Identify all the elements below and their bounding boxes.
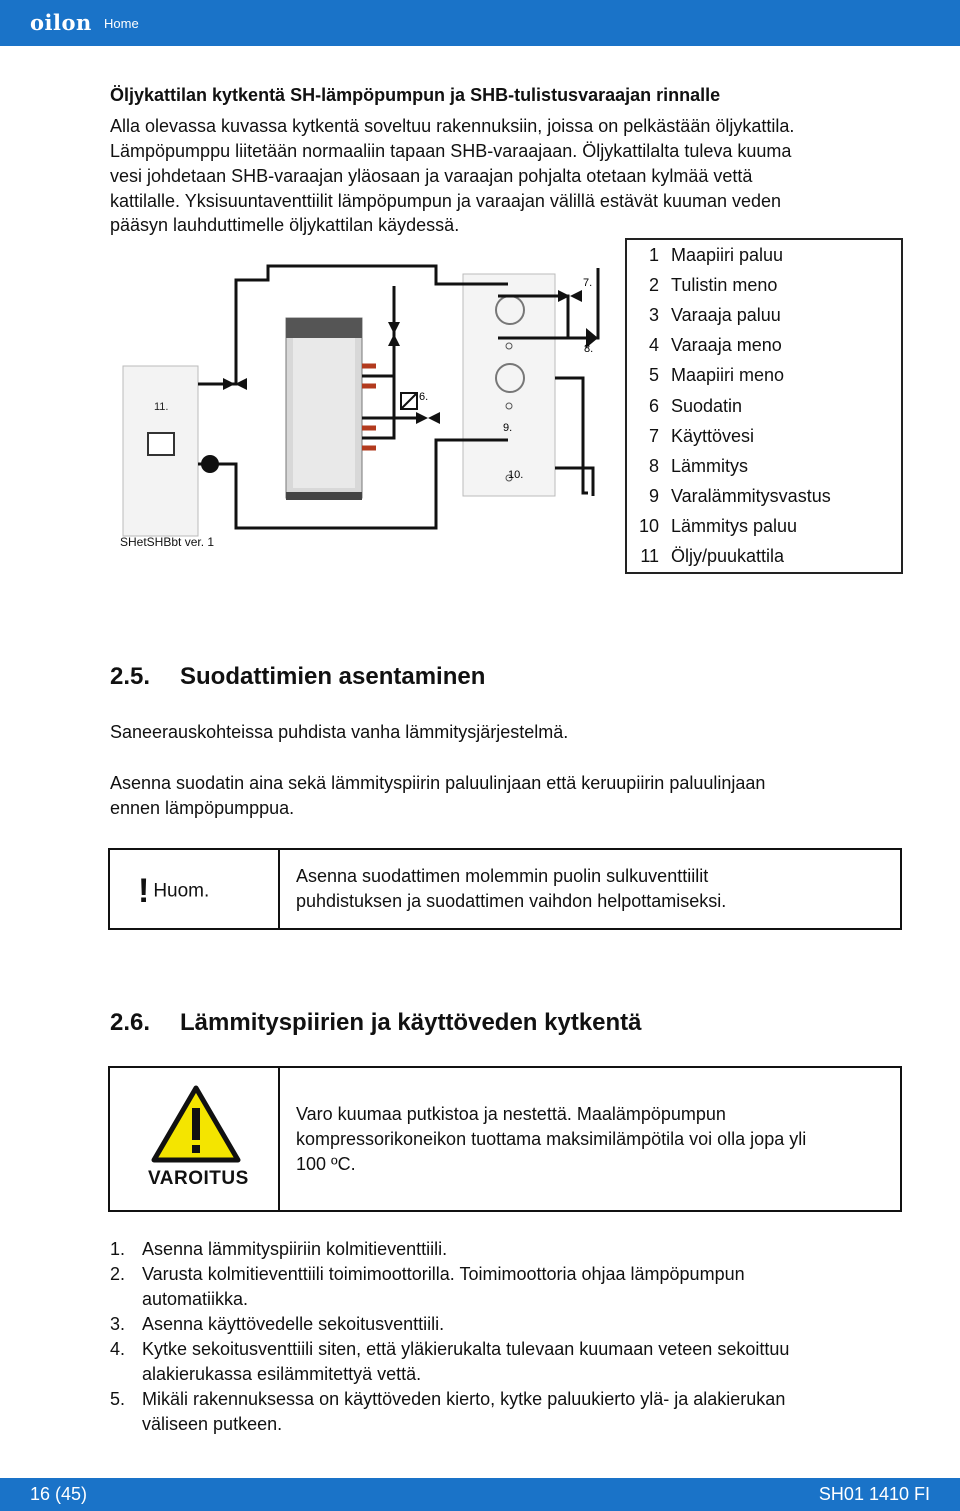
brand-logo[interactable]: oilon <box>30 10 92 35</box>
warning-label: VAROITUS <box>148 1168 249 1189</box>
paragraph: Asenna suodatin aina sekä lämmityspiirin paluulinjaan että keruupiirin paluulinjaan <box>110 773 766 793</box>
legend-row <box>627 240 901 270</box>
warning-triangle-icon <box>150 1084 242 1164</box>
legend-number: 8 <box>648 455 659 476</box>
page-number: 16 (45) <box>30 1484 88 1504</box>
note-label <box>138 872 209 911</box>
warning-divider <box>278 1068 280 1210</box>
legend-row <box>627 512 901 542</box>
note-divider <box>278 850 280 928</box>
legend-row <box>627 391 901 421</box>
legend-row <box>627 542 901 572</box>
legend-label: Käyttövesi <box>671 425 755 446</box>
legend-label: Lämmitys <box>671 455 749 476</box>
label-6: 6. <box>419 391 429 403</box>
circulation-pump <box>201 455 219 473</box>
warning-text <box>296 1102 886 1177</box>
footer-bar <box>0 1478 960 1511</box>
legend-label: Varaaja paluu <box>671 304 781 325</box>
diagram-drawing <box>118 238 623 578</box>
legend-row <box>627 300 901 330</box>
document-code: SH01 1410 FI <box>818 1484 930 1504</box>
warning-line: Varo kuumaa putkistoa ja nestettä. Maalämpöpumpun <box>296 1104 726 1124</box>
note-line: Asenna suodattimen molemmin puolin sulkuventtiilit <box>296 866 709 886</box>
legend-table <box>625 238 903 574</box>
pipe-heating <box>555 378 588 493</box>
section-number: 2.5. <box>110 663 151 690</box>
heat-pump-connections <box>362 366 376 448</box>
intro-line: Lämpöpumppu liitetään normaaliin tapaan SHB-varaajaan. Öljykattilalta tuleva kuuma <box>110 141 792 161</box>
heat-pump-panel <box>293 338 355 488</box>
intro-line: kattilalle. Yksisuuntaventtiilit lämpöpumpun ja varaajan välillä estävät kuuman veden <box>110 191 782 211</box>
section-title: Suodattimien asentaminen <box>180 663 486 690</box>
list-item: 4. Kytke sekoitusventtiili siten, että yläkierukalta tulevaan kuumaan veteen sekoittuu alakierukassa esilämmitettyä vettä. <box>110 1339 790 1384</box>
storage-tank <box>463 274 555 496</box>
legend-row <box>627 451 901 481</box>
legend-number: 3 <box>648 304 659 325</box>
boiler-panel <box>148 433 174 455</box>
intro-line: pääsyn lauhduttimelle öljykattilan käydessä. <box>110 215 460 235</box>
warning-box <box>108 1066 902 1212</box>
intro-line: vesi johdetaan SHB-varaajan yläosaan ja varaajan pohjalta otetaan kylmää vettä <box>110 166 753 186</box>
legend-label: Maapiiri meno <box>671 365 785 386</box>
legend-row <box>627 270 901 300</box>
note-label-text: Huom. <box>153 880 210 902</box>
steps-list <box>110 1237 890 1437</box>
list-item: 1. Asenna lämmityspiiriin kolmitieventtiili. <box>110 1239 448 1259</box>
legend-row <box>627 331 901 361</box>
list-item: 5. Mikäli rakennuksessa on käyttöveden kierto, kytke paluukierto ylä- ja alakierukan väliseen putkeen. <box>110 1389 786 1434</box>
home-link[interactable]: Home <box>104 16 139 31</box>
intro-title: Öljykattilan kytkentä SH-lämpöpumpun ja SHB-tulistusvaraajan rinnalle <box>110 85 721 105</box>
legend-number: 10 <box>638 516 659 537</box>
diagram-caption: SHetSHBbt ver. 1 <box>120 535 215 549</box>
legend-label: Öljy/puukattila <box>671 546 785 567</box>
legend-label: Varalämmitysvastus <box>671 486 831 507</box>
legend-number: 2 <box>648 274 659 295</box>
paragraph: Saneerauskohteissa puhdista vanha lämmitysjärjestelmä. <box>110 722 569 742</box>
legend-number: 4 <box>648 335 659 356</box>
legend-label: Lämmitys paluu <box>671 516 798 537</box>
section-heading <box>110 663 485 691</box>
legend-row <box>627 482 901 512</box>
label-9: 9. <box>503 422 513 434</box>
list-item: 2. Varusta kolmitieventtiili toimimoottorilla. Toimimoottoria ohjaa lämpöpumpun automatiikka. <box>110 1264 745 1309</box>
legend-number: 7 <box>648 425 659 446</box>
section-title: Lämmityspiirien ja käyttöveden kytkentä <box>180 1009 642 1036</box>
legend-label: Maapiiri paluu <box>671 244 784 265</box>
list-item: 3. Asenna käyttövedelle sekoitusventtiili. <box>110 1314 445 1334</box>
label-7: 7. <box>583 277 593 289</box>
legend-row <box>627 361 901 391</box>
legend-label: Tulistin meno <box>671 274 778 295</box>
legend-number: 9 <box>648 486 659 507</box>
section-number: 2.6. <box>110 1009 151 1036</box>
exclamation-icon: ! <box>138 872 150 910</box>
note-box <box>108 848 902 930</box>
heat-pump-top <box>286 318 362 338</box>
legend-label: Varaaja meno <box>671 335 782 356</box>
label-8: 8. <box>584 343 594 355</box>
legend-label: Suodatin <box>671 395 743 416</box>
intro-line: Alla olevassa kuvassa kytkentä soveltuu rakennuksiin, joissa on pelkästään öljykattila. <box>110 116 795 136</box>
top-bar <box>0 0 960 46</box>
warning-line: 100 ºC. <box>296 1154 356 1174</box>
heat-pump-base <box>286 492 362 500</box>
legend-number: 11 <box>640 546 659 567</box>
label-10: 10. <box>508 469 524 481</box>
section-heading <box>110 1009 642 1037</box>
label-11: 11. <box>154 401 169 413</box>
note-text <box>296 864 726 914</box>
connection-diagram <box>118 238 623 578</box>
paragraph: ennen lämpöpumppua. <box>110 798 295 818</box>
note-line: puhdistuksen ja suodattimen vaihdon helpottamiseksi. <box>296 891 727 911</box>
legend-number: 6 <box>648 395 659 416</box>
legend-row <box>627 421 901 451</box>
legend-number: 5 <box>648 365 659 386</box>
warning-line: kompressorikoneikon tuottama maksimilämpötila voi olla jopa yli <box>296 1129 807 1149</box>
legend-number: 1 <box>648 244 659 265</box>
